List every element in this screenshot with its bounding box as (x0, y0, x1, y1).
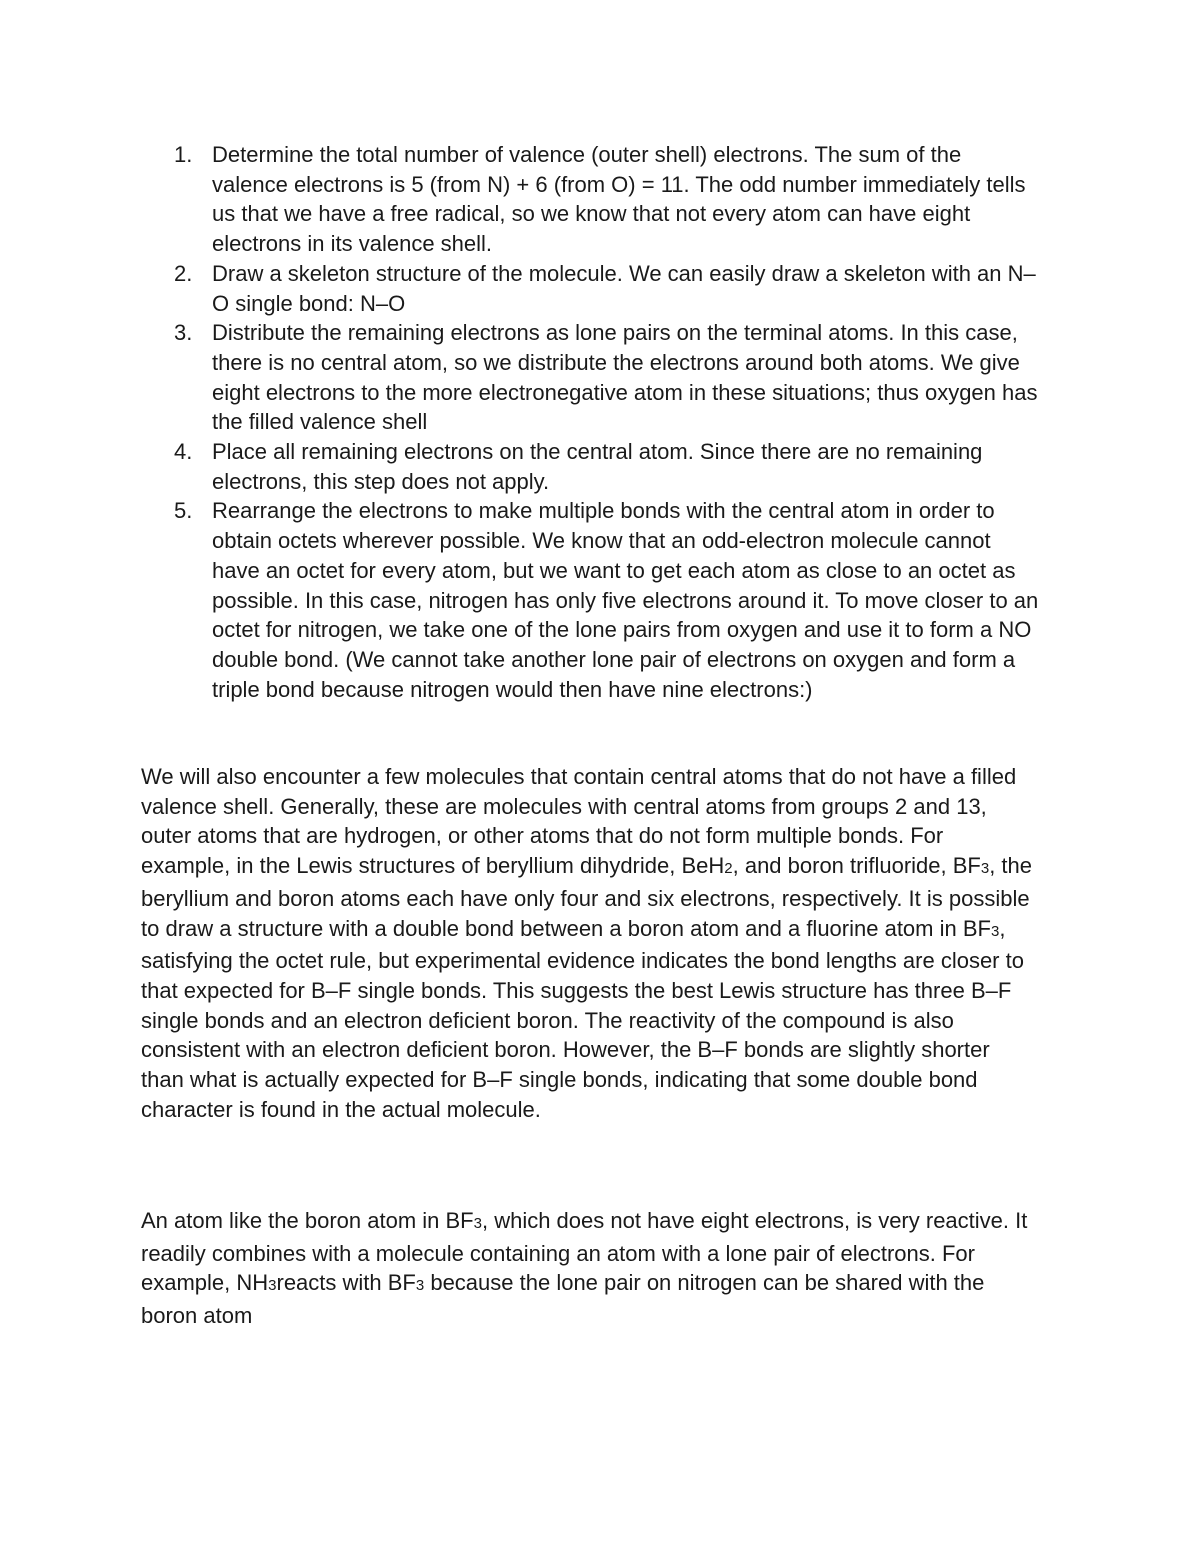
text-line: the filled valence shell (212, 409, 428, 435)
text-line: valence shell. Generally, these are molecules with central atoms from groups 2 and 13, (141, 793, 987, 819)
text-line: Rearrange the electrons to make multiple bonds with the central atom in order to (212, 498, 995, 524)
list-item (140, 318, 1070, 437)
text-segment: An atom like the boron atom in BF (141, 1208, 474, 1233)
text-line (141, 1206, 1076, 1239)
text-line: Draw a skeleton structure of the molecule. We can easily draw a skeleton with an N– (212, 260, 1036, 286)
text-line: triple bond because nitrogen would then have nine electrons:) (212, 676, 813, 702)
text-line: Place all remaining electrons on the central atom. Since there are no remaining (212, 439, 983, 465)
text-line: than what is actually expected for B–F single bonds, indicating that some double bond (141, 1067, 978, 1093)
subscript: 3 (980, 860, 990, 878)
text-line: consistent with an electron deficient boron. However, the B–F bonds are slightly shorter (141, 1037, 990, 1063)
text-segment: , the (989, 853, 1033, 879)
steps-list (140, 140, 1070, 704)
text-line (141, 851, 1076, 884)
subscript: 3 (268, 1277, 277, 1295)
text-line (141, 1268, 1076, 1301)
text-segment: reacts with BF (276, 1270, 416, 1296)
text-line: that expected for B–F single bonds. This suggests the best Lewis structure has three B–F (141, 977, 1012, 1003)
subscript: 3 (473, 1215, 482, 1232)
subscript: 2 (724, 860, 733, 878)
paragraph-boron-reactivity (141, 1206, 1076, 1331)
list-number: 3. (174, 320, 193, 346)
text-segment: example, in the Lewis structures of beryllium dihydride, BeH (141, 853, 725, 879)
text-line: We will also encounter a few molecules that contain central atoms that do not have a filled (141, 764, 1017, 789)
text-segment: , which does not have eight electrons, is very reactive. It (481, 1208, 1028, 1233)
text-line: outer atoms that are hydrogen, or other atoms that do not form multiple bonds. For (141, 823, 944, 849)
text-line: Distribute the remaining electrons as lone pairs on the terminal atoms. In this case, (212, 320, 1018, 346)
text-line (141, 914, 1076, 947)
text-line: Determine the total number of valence (outer shell) electrons. The sum of the (212, 142, 962, 167)
text-segment: example, NH (141, 1270, 269, 1296)
text-line: electrons in its valence shell. (212, 231, 493, 257)
text-line: valence electrons is 5 (from N) + 6 (from O) = 11. The odd number immediately tells (212, 171, 1026, 197)
list-item (140, 437, 1070, 496)
subscript: 3 (990, 922, 1000, 940)
text-segment: because the lone pair on nitrogen can be shared with the (424, 1270, 985, 1296)
list-number: 2. (174, 260, 193, 286)
text-segment: , (999, 915, 1006, 941)
text-line: boron atom (141, 1303, 253, 1329)
list-number: 5. (174, 498, 193, 524)
text-line: readily combines with a molecule containing an atom with a lone pair of electrons. For (141, 1240, 975, 1266)
paragraph-electron-deficient (141, 762, 1076, 1124)
text-line: octet for nitrogen, we take one of the lone pairs from oxygen and use it to form a NO (212, 617, 1032, 643)
text-line: satisfying the octet rule, but experimental evidence indicates the bond lengths are closer to (141, 948, 1024, 974)
text-segment: to draw a structure with a double bond between a boron atom and a fluorine atom in BF (141, 915, 991, 941)
list-item (140, 140, 1070, 259)
list-item (140, 259, 1070, 318)
text-line: character is found in the actual molecule. (141, 1096, 541, 1122)
subscript: 3 (415, 1277, 425, 1295)
text-line: have an octet for every atom, but we want to get each atom as close to an octet as (212, 557, 1016, 583)
text-line: beryllium and boron atoms each have only four and six electrons, respectively. It is possible (141, 885, 1030, 911)
text-line: us that we have a free radical, so we know that not every atom can have eight (212, 201, 971, 227)
text-line: obtain octets wherever possible. We know that an odd-electron molecule cannot (212, 528, 991, 554)
text-line: electrons, this step does not apply. (212, 468, 550, 494)
text-line: there is no central atom, so we distribute the electrons around both atoms. We give (212, 349, 1020, 375)
list-number: 1. (174, 142, 193, 167)
text-line: O single bond: N–O (212, 290, 406, 316)
text-line: possible. In this case, nitrogen has only five electrons around it. To move closer to an (212, 587, 1039, 613)
list-number: 4. (174, 439, 193, 465)
text-line: single bonds and an electron deficient boron. The reactivity of the compound is also (141, 1007, 954, 1033)
text-line: double bond. (We cannot take another lone pair of electrons on oxygen and form a (212, 646, 1016, 672)
list-item (140, 496, 1070, 704)
text-line: eight electrons to the more electronegative atom in these situations; thus oxygen has (212, 379, 1038, 405)
text-segment: , and boron trifluoride, BF (732, 853, 981, 879)
